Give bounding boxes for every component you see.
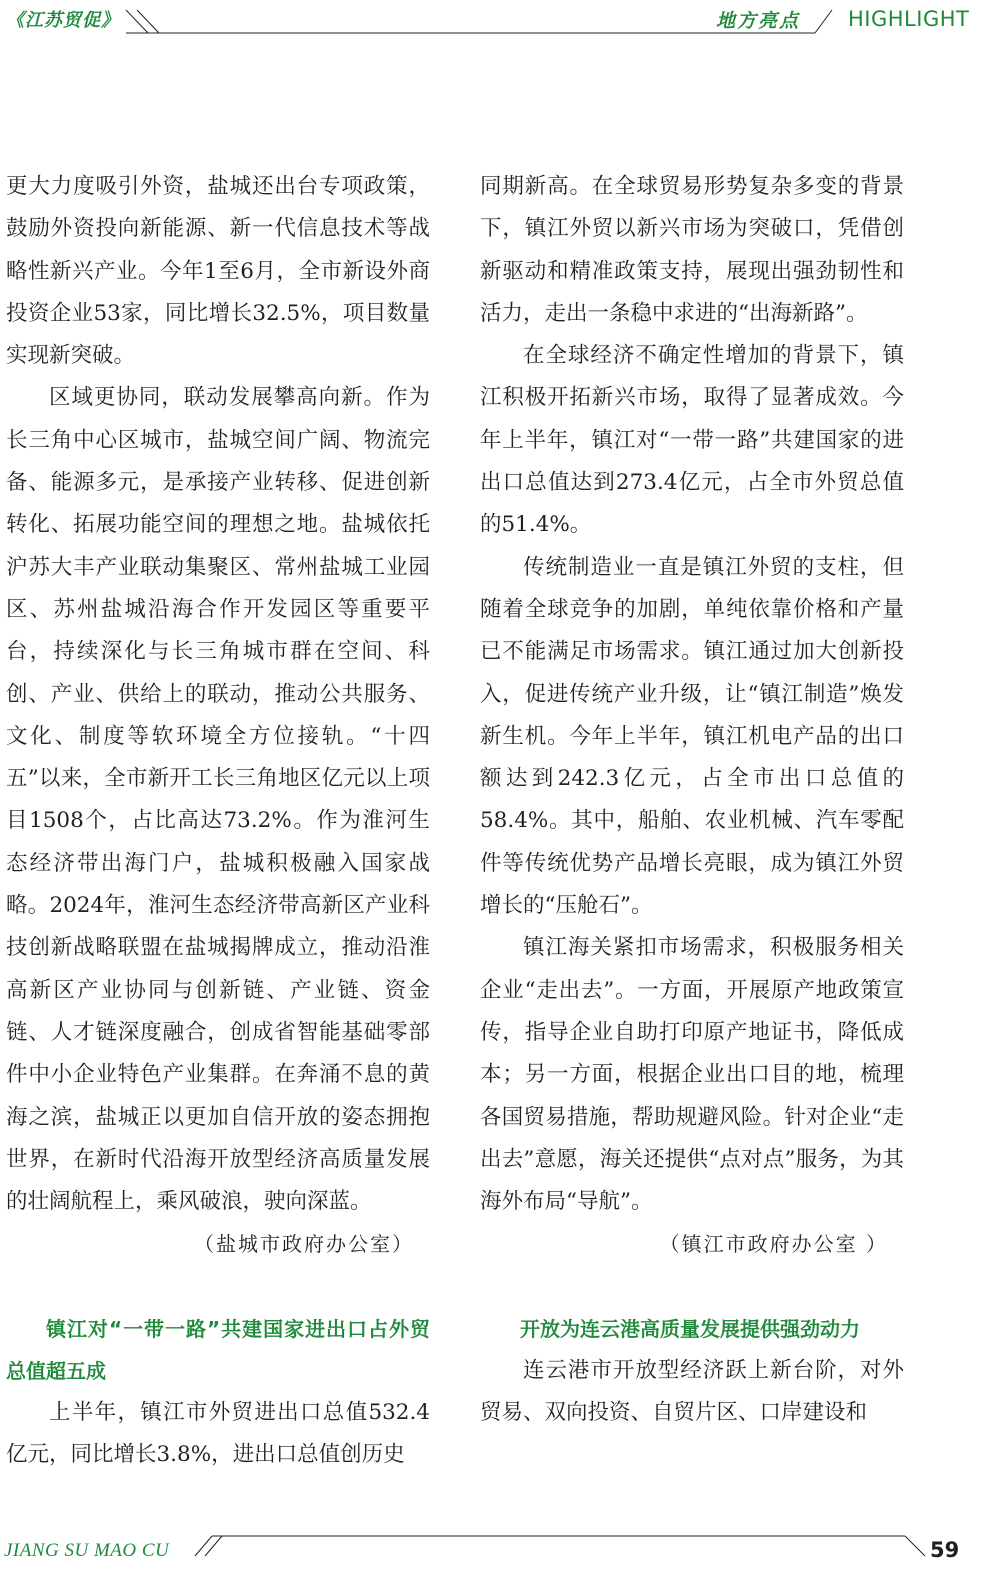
right-paragraph-4: 镇江海关紧扣市场需求，积极服务相关企业“走出去”。一方面，开展原产地政策宣传，指导企业自助打印原产地证书，降低成本；另一方面，根据企业出口目的地，梳理各国贸易措施，帮助规避风险。针对企业“走出去”意愿，海关还提供“点对点”服务，为其海外布局“导航”。	[480, 935, 904, 1215]
section-heading-lianyungang: 开放为连云港高质量发展提供强劲动力	[520, 1316, 860, 1341]
left-paragraph-2: 区域更协同，联动发展攀高向新。作为长三角中心区城市，盐城空间广阔、物流完备、能源多元，是承接产业转移、促进创新转化、拓展功能空间的理想之地。盐城依托沪苏大丰产业联动集聚区、常州盐城工业园区、苏州盐城沿海合作开发园区等重要平台，持续深化与长三角城市群在空间、科创、产业、供给上的联动，推动公共服务、文化、制度等软环境全方位接轨。“十四五”以来，全市新开工长三角地区亿元以上项目1508个，占比高达73.2%。作为淮河生态经济带出海门户，盐城积极融入国家战略。2024年，淮河生态经济带高新区产业科技创新战略联盟在盐城揭牌成立，推动沿淮高新区产业协同与创新链、产业链、资金链、人才链深度融合，创成省智能基础零部件中小企业特色产业集群。在奔涌不息的黄海之滨，盐城正以更加自信开放的姿态拥抱世界，在新时代沿海开放型经济高质量发展的壮阔航程上，乘风破浪，驶向深蓝。	[6, 385, 430, 1215]
right-paragraph-1: 同期新高。在全球贸易形势复杂多变的背景下，镇江外贸以新兴市场为突破口，凭借创新驱动和精准政策支持，展现出强劲韧性和活力，走出一条稳中求进的“出海新路”。	[480, 174, 904, 326]
right-paragraph-3: 传统制造业一直是镇江外贸的支柱，但随着全球竞争的加剧，单纯依靠价格和产量已不能满足市场需求。镇江通过加大创新投入，促进传统产业升级，让“镇江制造”焕发新生机。今年上半年，镇江机电产品的出口额达到242.3亿元，占全市出口总值的58.4%。其中，船舶、农业机械、汽车零配件等传统优势产品增长亮眼，成为镇江外贸增长的“压舱石”。	[480, 554, 904, 919]
left-paragraph-1: 更大力度吸引外资，盐城还出台专项政策，鼓励外资投向新能源、新一代信息技术等战略性新兴产业。今年1至6月，全市新设外商投资企业53家，同比增长32.5%，项目数量实现新突破。	[6, 174, 430, 369]
journal-name: 《江苏贸促》	[6, 10, 120, 31]
section-title: 地方亮点	[716, 10, 801, 32]
highlight-label: HIGHLIGHT	[848, 7, 970, 31]
signature-yancheng: （盐城市政府办公室）	[194, 1232, 414, 1257]
page-number: 59	[930, 1538, 960, 1562]
journal-name-english: JIANG SU MAO CU	[4, 1540, 170, 1561]
section-heading-zhenjiang: 镇江对“一带一路”共建国家进出口占外贸总值超五成	[6, 1316, 430, 1383]
signature-zhenjiang: （镇江市政府办公室 ）	[659, 1232, 888, 1257]
right-paragraph-2: 在全球经济不确定性增加的背景下，镇江积极开拓新兴市场，取得了显著成效。今年上半年，镇江对“一带一路”共建国家的进出口总值达到273.4亿元，占全市外贸总值的51.4%。	[480, 343, 904, 538]
left-paragraph-3: 上半年，镇江市外贸进出口总值532.4亿元，同比增长3.8%，进出口总值创历史	[6, 1399, 430, 1468]
right-paragraph-5: 连云港市开放型经济跃上新台阶，对外贸易、双向投资、自贸片区、口岸建设和	[480, 1357, 904, 1426]
